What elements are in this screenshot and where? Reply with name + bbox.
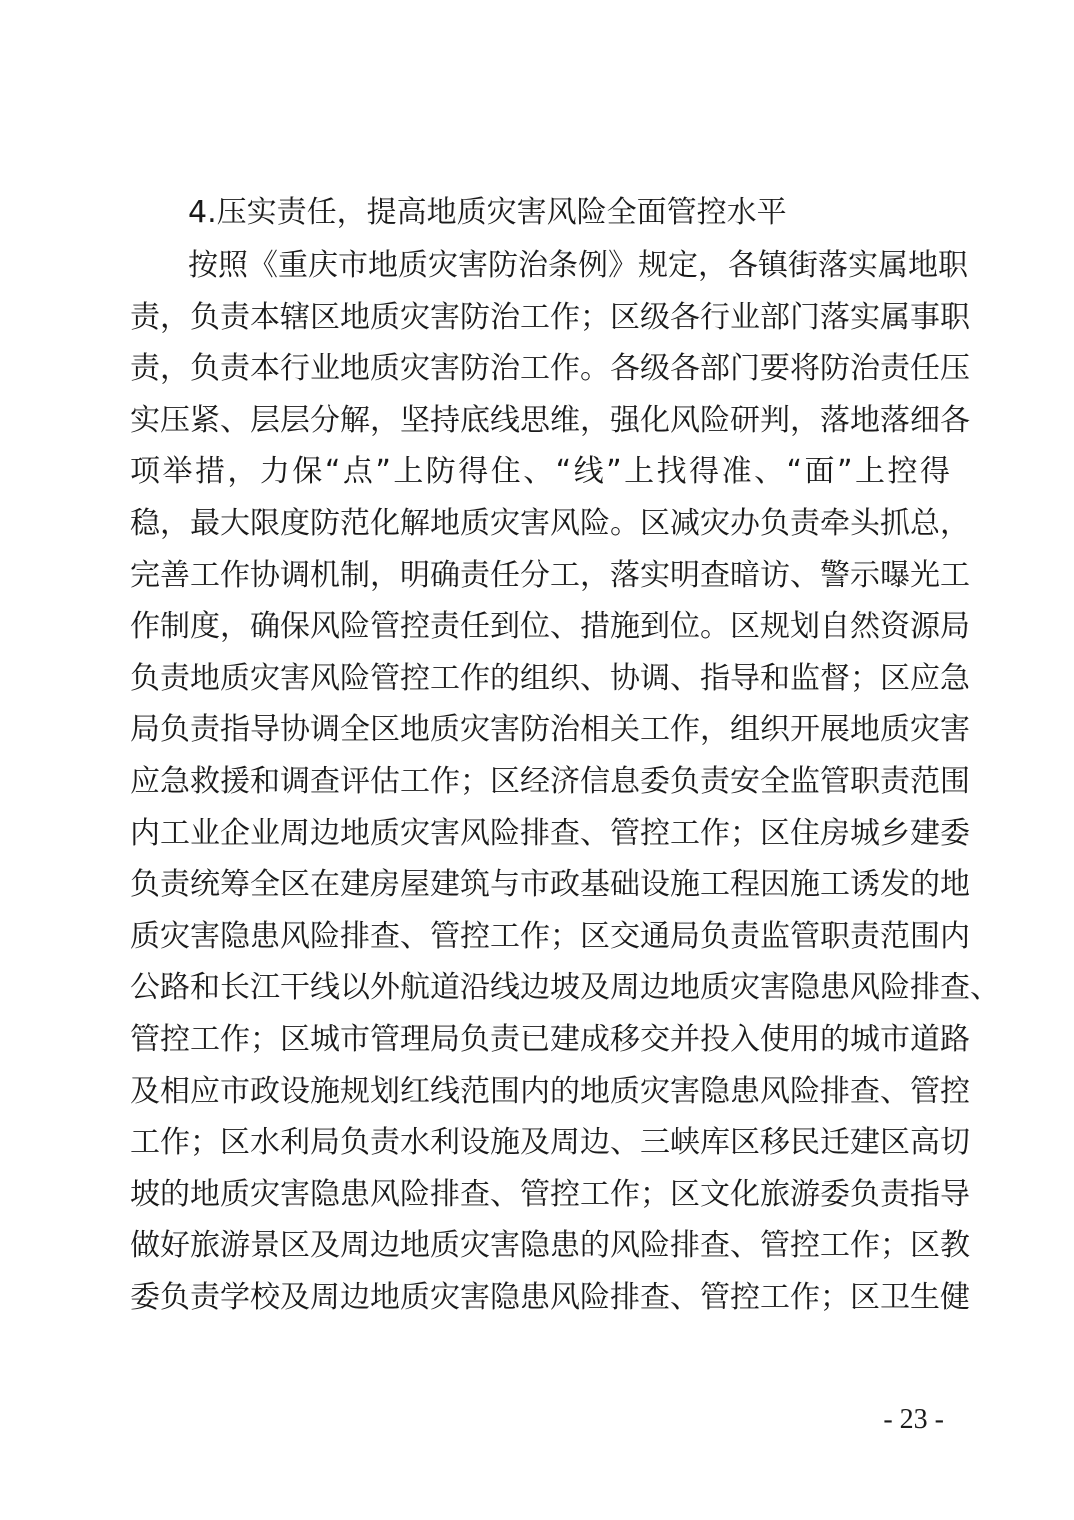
text-line: 工作；区水利局负责水利设施及周边、三峡库区移民迁建区高切 [130, 1125, 970, 1161]
text-line: 实压紧、层层分解，坚持底线思维，强化风险研判，落地落细各 [130, 402, 970, 438]
body-paragraph [130, 240, 1000, 1323]
text-line: 完善工作协调机制，明确责任分工，落实明查暗访、警示曝光工 [130, 557, 970, 593]
text-line: 委负责学校及周边地质灾害隐患风险排查、管控工作；区卫生健 [130, 1279, 970, 1315]
text-line: 内工业企业周边地质灾害风险排查、管控工作；区住房城乡建委 [130, 815, 970, 851]
text-line: 及相应市政设施规划红线范围内的地质灾害隐患风险排查、管控 [130, 1073, 970, 1109]
text-line: 负责统筹全区在建房屋建筑与市政基础设施工程因施工诱发的地 [130, 867, 970, 903]
text-line: 局负责指导协调全区地质灾害防治相关工作，组织开展地质灾害 [130, 712, 970, 748]
text-line: 质灾害隐患风险排查、管控工作；区交通局负责监管职责范围内 [130, 918, 970, 954]
text-line: 管控工作；区城市管理局负责已建成移交并投入使用的城市道路 [130, 1021, 970, 1057]
text-line: 做好旅游景区及周边地质灾害隐患的风险排查、管控工作；区教 [130, 1228, 970, 1264]
section-heading: 4.压实责任，提高地质灾害风险全面管控水平 [188, 195, 787, 230]
text-line: 稳，最大限度防范化解地质灾害风险。区减灾办负责牵头抓总， [130, 505, 970, 541]
page-number: - 23 - [883, 1404, 944, 1435]
text-line: 作制度，确保风险管控责任到位、措施到位。区规划自然资源局 [130, 609, 970, 645]
text-line: 应急救援和调查评估工作；区经济信息委负责安全监管职责范围 [130, 763, 970, 799]
text-line: 责，负责本辖区地质灾害防治工作；区级各行业部门落实属事职 [130, 299, 970, 335]
text-line: 项举措，力保“点”上防得住、“线”上找得准、“面”上控得 [130, 454, 950, 490]
text-line: 公路和长江干线以外航道沿线边坡及周边地质灾害隐患风险排查、 [130, 970, 1000, 1006]
text-line: 负责地质灾害风险管控工作的组织、协调、指导和监督；区应急 [130, 660, 970, 696]
text-line: 坡的地质灾害隐患风险排查、管控工作；区文化旅游委负责指导 [130, 1176, 970, 1212]
text-line: 按照《重庆市地质灾害防治条例》规定，各镇街落实属地职 [188, 248, 968, 283]
text-line: 责，负责本行业地质灾害防治工作。各级各部门要将防治责任压 [130, 351, 970, 387]
